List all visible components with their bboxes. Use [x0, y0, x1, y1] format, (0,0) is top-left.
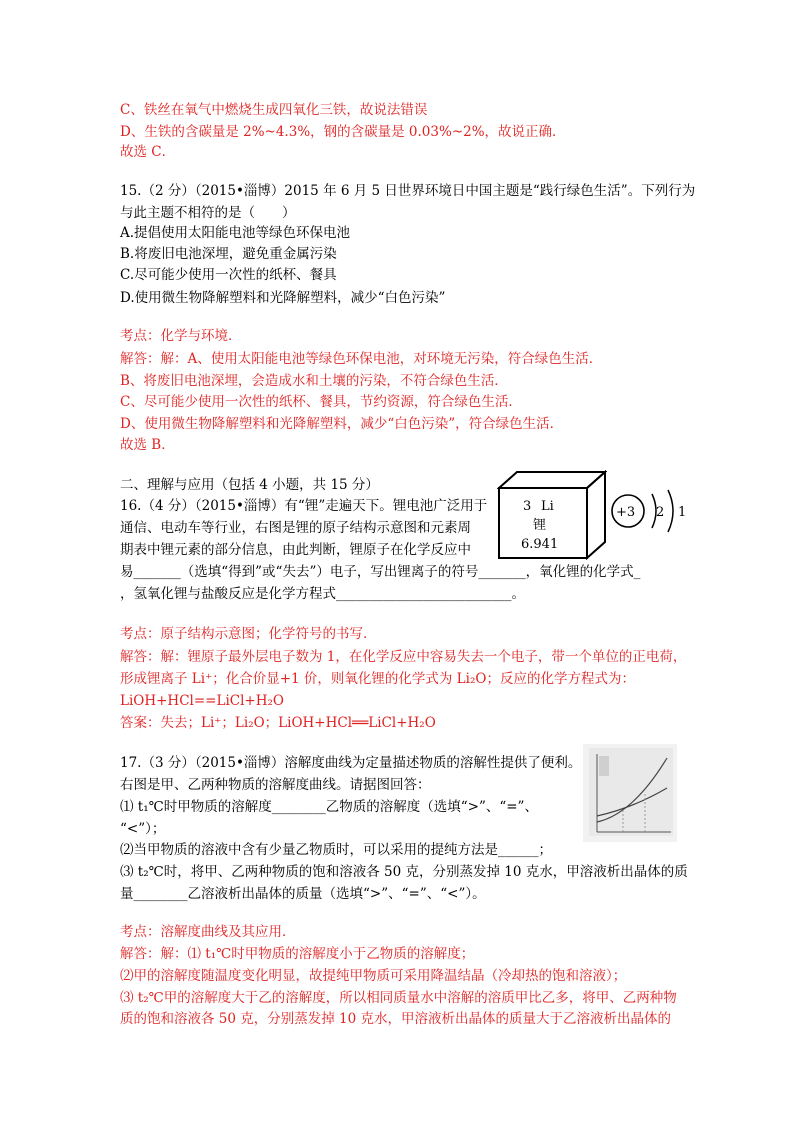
text-line: B、将废旧电池深埋，会造成水和土壤的污染，不符合绿色生活．	[120, 373, 508, 389]
text-line: ⑴ t₁℃时甲物质的溶解度________乙物质的溶解度（选填“>”、“=”、	[120, 799, 538, 815]
text-line: 解答：解：⑴ t₁℃时甲物质的溶解度小于乙物质的溶解度；	[120, 946, 475, 962]
text-line: 量________乙溶液析出晶体的质量（选填“>”、“=”、“<”）。	[120, 886, 486, 902]
text-line: 与此主题不相符的是（ ）	[120, 205, 296, 221]
text-line: D.使用微生物降解塑料和光降解塑料，减少“白色污染”	[120, 290, 446, 306]
text-line: C、尽可能少使用一次性的纸杯、餐具，节约资源，符合绿色生活．	[120, 394, 522, 410]
text-line: B.将废旧电池深埋，避免重金属污染	[120, 246, 337, 262]
shell2-electrons: 1	[678, 505, 687, 520]
text-line: 故选 C．	[120, 144, 176, 160]
text-line: 解答：解：锂原子最外层电子数为 1，在化学反应中容易失去一个电子，带一个单位的正电荷，	[120, 649, 687, 665]
element-symbol: Li	[541, 499, 554, 514]
text-line: C.尽可能少使用一次性的纸杯、餐具	[120, 267, 337, 283]
text-line: ⑶ t₂℃甲的溶解度大于乙的溶解度，所以相同质量水中溶解的溶质甲比乙多，将甲、乙两种物	[120, 990, 677, 1006]
text-line: 16.（4 分）（2015•淄博）有“锂”走遍天下。锂电池广泛用于	[120, 498, 488, 514]
text-line: A.提倡使用太阳能电池等绿色环保电池	[120, 225, 351, 241]
solubility-curve-figure	[583, 744, 677, 842]
text-line: D、生铁的含碳量是 2%~4.3%，钢的含碳量是 0.03%~2%，故说正确．	[120, 124, 566, 140]
text-line: ，氢氧化锂与盐酸反应是化学方程式__________________________。	[120, 586, 525, 602]
text-line: D、使用微生物降解塑料和光降解塑料，减少“白色污染”，符合绿色生活．	[120, 416, 564, 432]
text-line: 答案：失去；Li⁺；Li₂O；LiOH+HCl══LiCl+H₂O	[120, 715, 436, 731]
atom-structure-diagram	[608, 486, 698, 536]
text-line: LiOH+HCl==LiCl+H₂O	[120, 693, 284, 709]
element-number: 3	[523, 499, 532, 514]
text-line: 通信、电动车等行业，右图是锂的原子结构示意图和元素周	[120, 520, 471, 536]
text-line: 故选 B．	[120, 437, 175, 453]
text-line: ⑵甲的溶解度随温度变化明显，故提纯甲物质可采用降温结晶（冷却热的饱和溶液）；	[120, 968, 627, 984]
text-line: 考点：原子结构示意图；化学符号的书写．	[120, 626, 377, 642]
text-line: ⑵当甲物质的溶液中含有少量乙物质时，可以采用的提纯方法是______；	[120, 842, 552, 858]
text-line: “<”）；	[120, 821, 166, 837]
text-line: 考点：化学与环境．	[120, 328, 242, 344]
text-line: 15.（2 分）（2015•淄博）2015 年 6 月 5 日世界环境日中国主题是“践行绿色生活”。下列行为	[120, 183, 696, 199]
text-line: ⑶ t₂℃时，将甲、乙两种物质的饱和溶液各 50 克，分别蒸发掉 10 克水，甲溶液析出晶体的质	[120, 864, 688, 880]
nucleus-charge: +3	[616, 505, 636, 520]
text-line: 17.（3 分）（2015•淄博）溶解度曲线为定量描述物质的溶解性提供了便利。	[120, 755, 582, 771]
element-card	[497, 470, 607, 560]
text-line: 易_______（选填“得到”或“失去”）电子，写出锂离子的符号_______，氧化锂的化学式_	[120, 564, 641, 580]
shell1-electrons: 2	[656, 505, 665, 520]
text-line: 解答：解：A、使用太阳能电池等绿色环保电池，对环境无污染，符合绿色生活．	[120, 351, 603, 367]
text-line: C、铁丝在氧气中燃烧生成四氧化三铁，故说法错误	[120, 102, 428, 118]
text-line: 考点：溶解度曲线及其应用．	[120, 924, 296, 940]
text-line: 期表中锂元素的部分信息，由此判断，锂原子在化学反应中	[120, 542, 471, 558]
element-mass: 6.941	[521, 537, 559, 552]
text-line: 形成锂离子 Li⁺；化合价显+1 价，则氧化锂的化学式为 Li₂O；反应的化学方程式为：	[120, 671, 635, 687]
element-name: 锂	[533, 518, 547, 533]
text-line: 质的饱和溶液各 50 克，分别蒸发掉 10 克水，甲溶液析出晶体的质量大于乙溶液析出晶体的	[120, 1011, 672, 1027]
text-line: 右图是甲、乙两种物质的溶解度曲线。请据图回答：	[120, 777, 431, 793]
text-line: 二、理解与应用（包括 4 小题，共 15 分）	[120, 477, 379, 493]
